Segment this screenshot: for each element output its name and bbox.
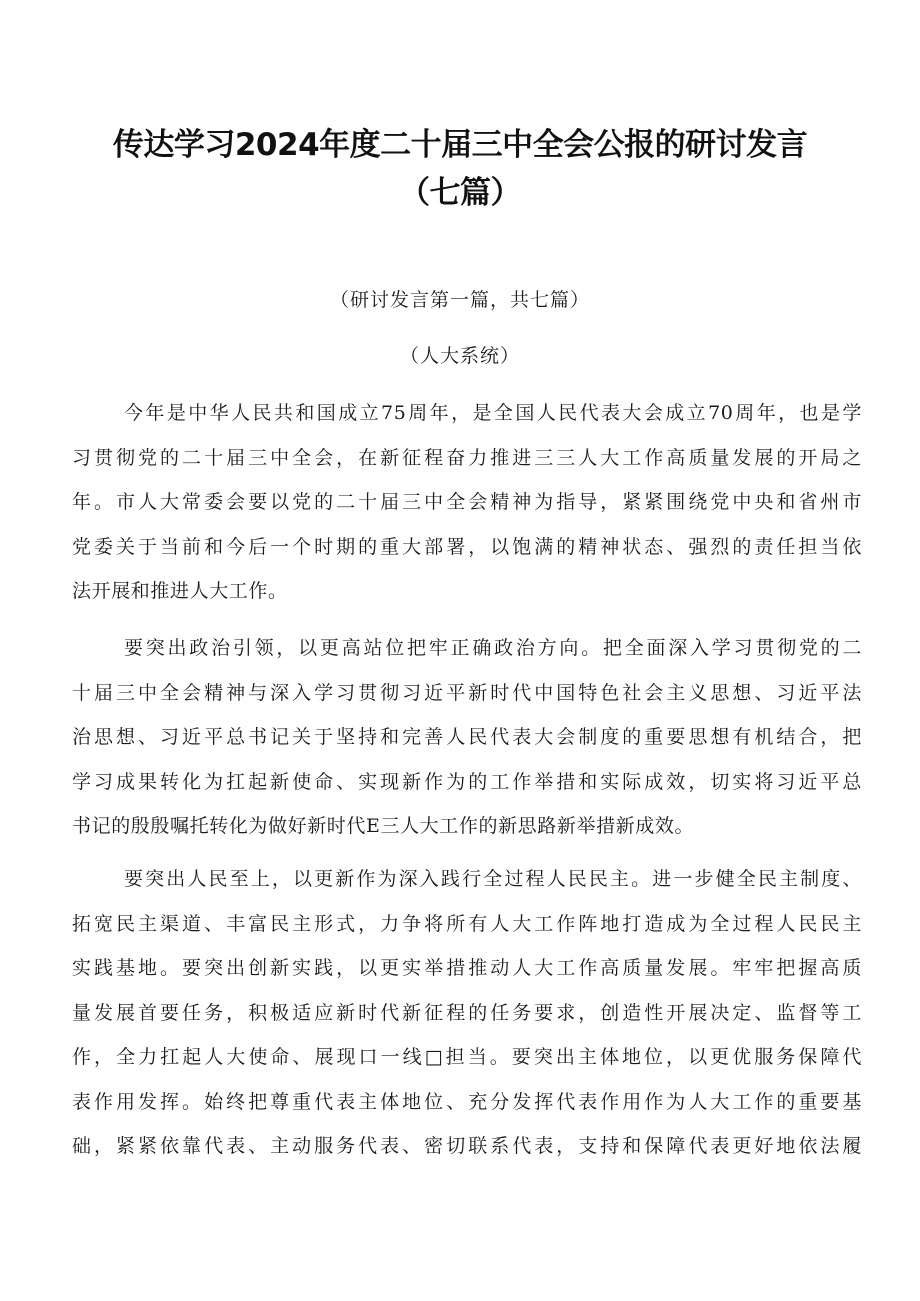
paragraph-line: 十届三中全会精神与深入学习贯彻习近平新时代中国特色社会主义思想、习近平法 [72, 681, 862, 704]
paragraph-line: 党委关于当前和今后一个时期的重大部署，以饱满的精神状态、强烈的责任担当依 [72, 535, 862, 558]
paragraph-line: 拓宽民主渠道、丰富民主形式，力争将所有人大工作阵地打造成为全过程人民民主 [72, 912, 862, 935]
paragraph-line: 表作用发挥。始终把尊重代表主体地位、充分发挥代表作用作为人大工作的重要基 [72, 1090, 862, 1113]
paragraph-line: 量发展首要任务，积极适应新时代新征程的任务要求，创造性开展决定、监督等工 [72, 1001, 862, 1024]
paragraph-line: 要突出人民至上，以更新作为深入践行全过程人民民主。进一步健全民主制度、 [124, 868, 862, 890]
paragraph-line: 书记的殷殷嘱托转化为做好新时代E三人大工作的新思路新举措新成效。 [72, 815, 695, 837]
paragraph-line: 治思想、习近平总书记关于坚持和完善人民代表大会制度的重要思想有机结合，把 [72, 726, 862, 748]
document-title-line-2: （七篇） [399, 175, 521, 211]
document-title-line-1: 传达学习2024年度二十届三中全会公报的研讨发言 [112, 127, 808, 163]
paragraph-line: 今年是中华人民共和国成立75周年，是全国人民代表大会成立70周年，也是学 [124, 402, 862, 424]
paragraph-line: 实践基地。要突出创新实践，以更实举措推动人大工作高质量发展。牢牢把握高质 [72, 957, 862, 979]
section-category: （人大系统） [399, 345, 520, 367]
paragraph-line: 学习成果转化为扛起新使命、实现新作为的工作举措和实际成效，切实将习近平总 [72, 770, 862, 793]
paragraph-2 [72, 626, 862, 849]
paragraph-line: 础，紧紧依靠代表、主动服务代表、密切联系代表，支持和保障代表更好地依法履 [72, 1135, 862, 1157]
section-subtitle: （研讨发言第一篇，共七篇） [329, 289, 590, 311]
paragraph-line: 法开展和推进人大工作。 [72, 580, 288, 602]
paragraph-1 [72, 391, 862, 614]
paragraph-line: 要突出政治引领，以更高站位把牢正确政治方向。把全面深入学习贯彻党的二 [124, 637, 862, 659]
paragraph-line: 年。市人大常委会要以党的二十届三中全会精神为指导，紧紧围绕党中央和省州市 [72, 491, 862, 513]
paragraph-3 [72, 857, 862, 1169]
paragraph-line: 习贯彻党的二十届三中全会，在新征程奋力推进三三人大工作高质量发展的开局之 [72, 446, 862, 469]
paragraph-line: 作，全力扛起人大使命、展现口一线□担当。要突出主体地位，以更优服务保障代 [72, 1046, 862, 1068]
